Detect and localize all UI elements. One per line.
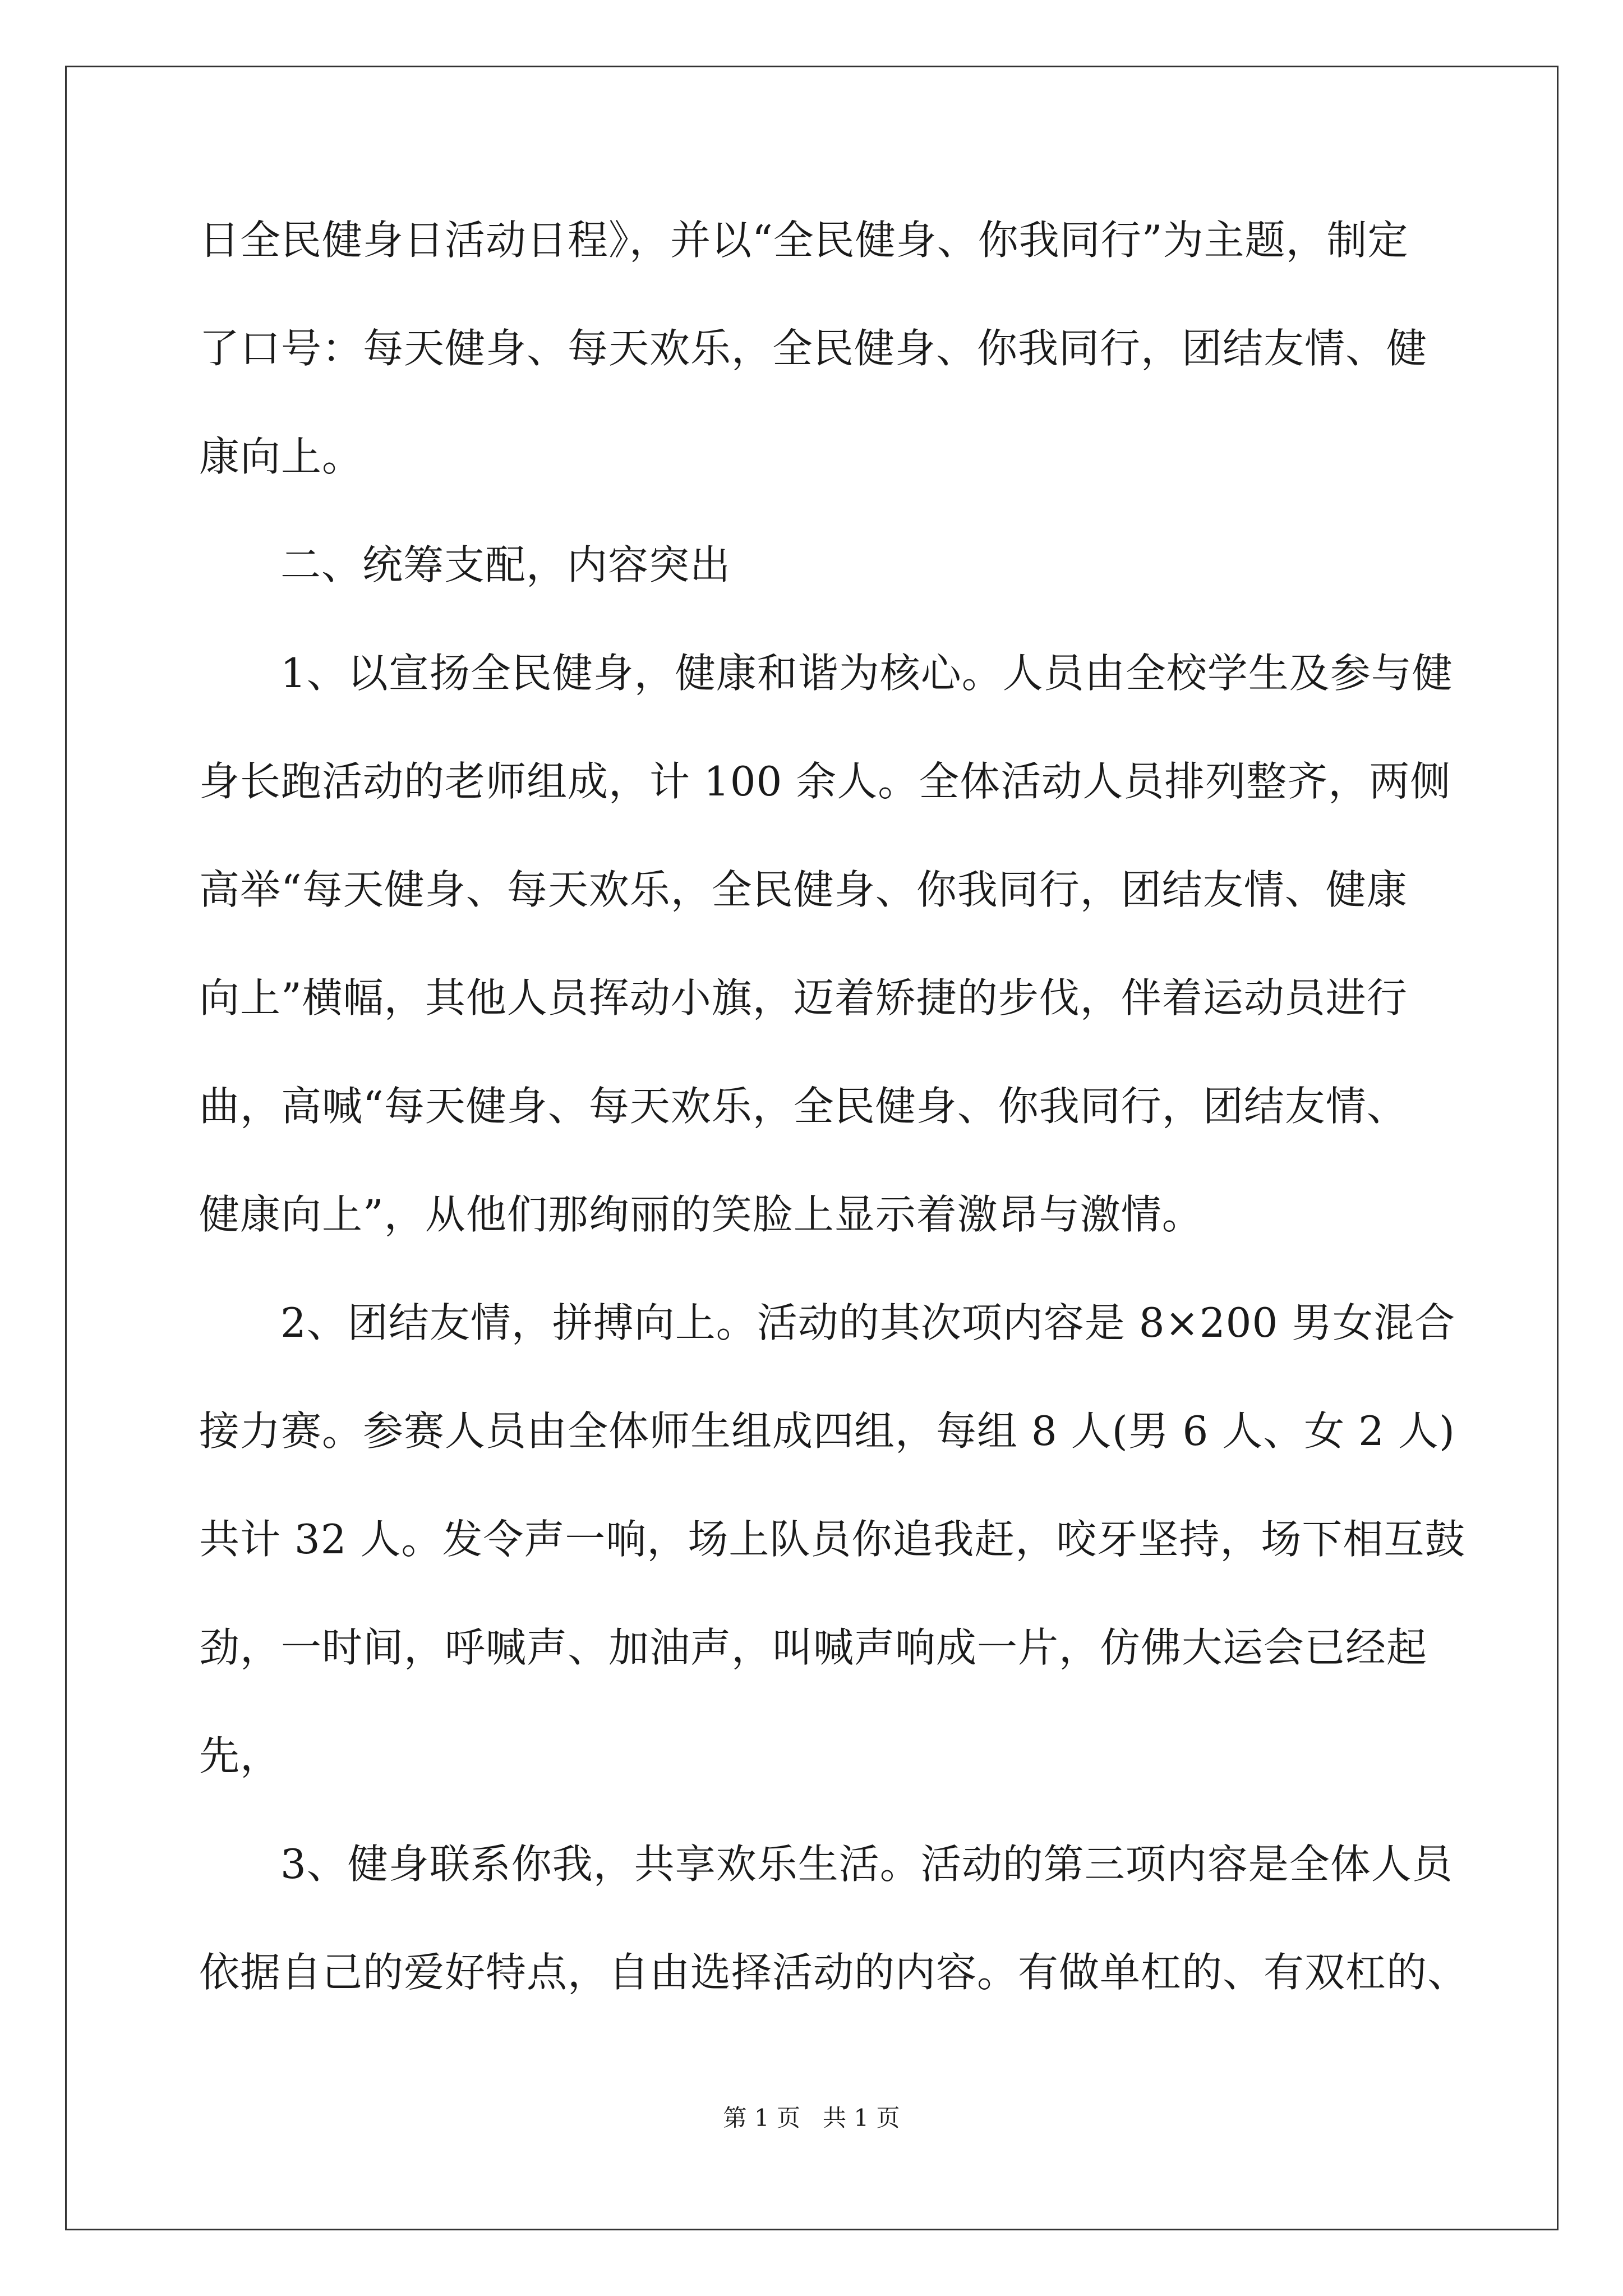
text-line: 接力赛。参赛人员由全体师生组成四组，每组 8 人(男 6 人、女 2 人) bbox=[199, 1407, 1455, 1455]
paragraph-start: 1、以宣扬全民健身，健康和谐为核心。人员由全校学生及参与健 bbox=[280, 650, 1453, 697]
text-line: 健康向上”，从他们那绚丽的笑脸上显示着激昂与激情。 bbox=[199, 1191, 1203, 1238]
text-line: 了口号：每天健身、每天欢乐，全民健身、你我同行，团结友情、健 bbox=[199, 325, 1428, 372]
text-line: 高举“每天健身、每天欢乐，全民健身、你我同行，团结友情、健康 bbox=[199, 866, 1408, 913]
page-number-footer: 第 1 页 共 1 页 bbox=[723, 2104, 900, 2132]
paragraph-start: 3、健身联系你我，共享欢乐生活。活动的第三项内容是全体人员 bbox=[280, 1841, 1453, 1888]
text-line: 劲，一时间，呼喊声、加油声，叫喊声响成一片，仿佛大运会已经起 bbox=[199, 1624, 1428, 1671]
text-line: 曲，高喊“每天健身、每天欢乐，全民健身、你我同行，团结友情、 bbox=[199, 1083, 1408, 1130]
page-border bbox=[65, 66, 1559, 2230]
text-line: 共计 32 人。发令声一响，场上队员你追我赶，咬牙坚持，场下相互鼓 bbox=[199, 1516, 1466, 1563]
section-heading: 二、统筹支配，内容突出 bbox=[280, 541, 731, 588]
text-line: 身长跑活动的老师组成，计 100 余人。全体活动人员排列整齐，两侧 bbox=[199, 758, 1451, 805]
text-line: 向上”横幅，其他人员挥动小旗，迈着矫捷的步伐，伴着运动员进行 bbox=[199, 974, 1408, 1022]
text-line: 先， bbox=[199, 1732, 282, 1779]
text-line: 日全民健身日活动日程》，并以“全民健身、你我同行”为主题，制定 bbox=[199, 217, 1409, 264]
text-line: 康向上。 bbox=[199, 433, 363, 480]
paragraph-start: 2、团结友情，拼搏向上。活动的其次项内容是 8×200 男女混合 bbox=[280, 1299, 1456, 1346]
text-line: 依据自己的爱好特点，自由选择活动的内容。有做单杠的、有双杠的、 bbox=[199, 1949, 1469, 1996]
